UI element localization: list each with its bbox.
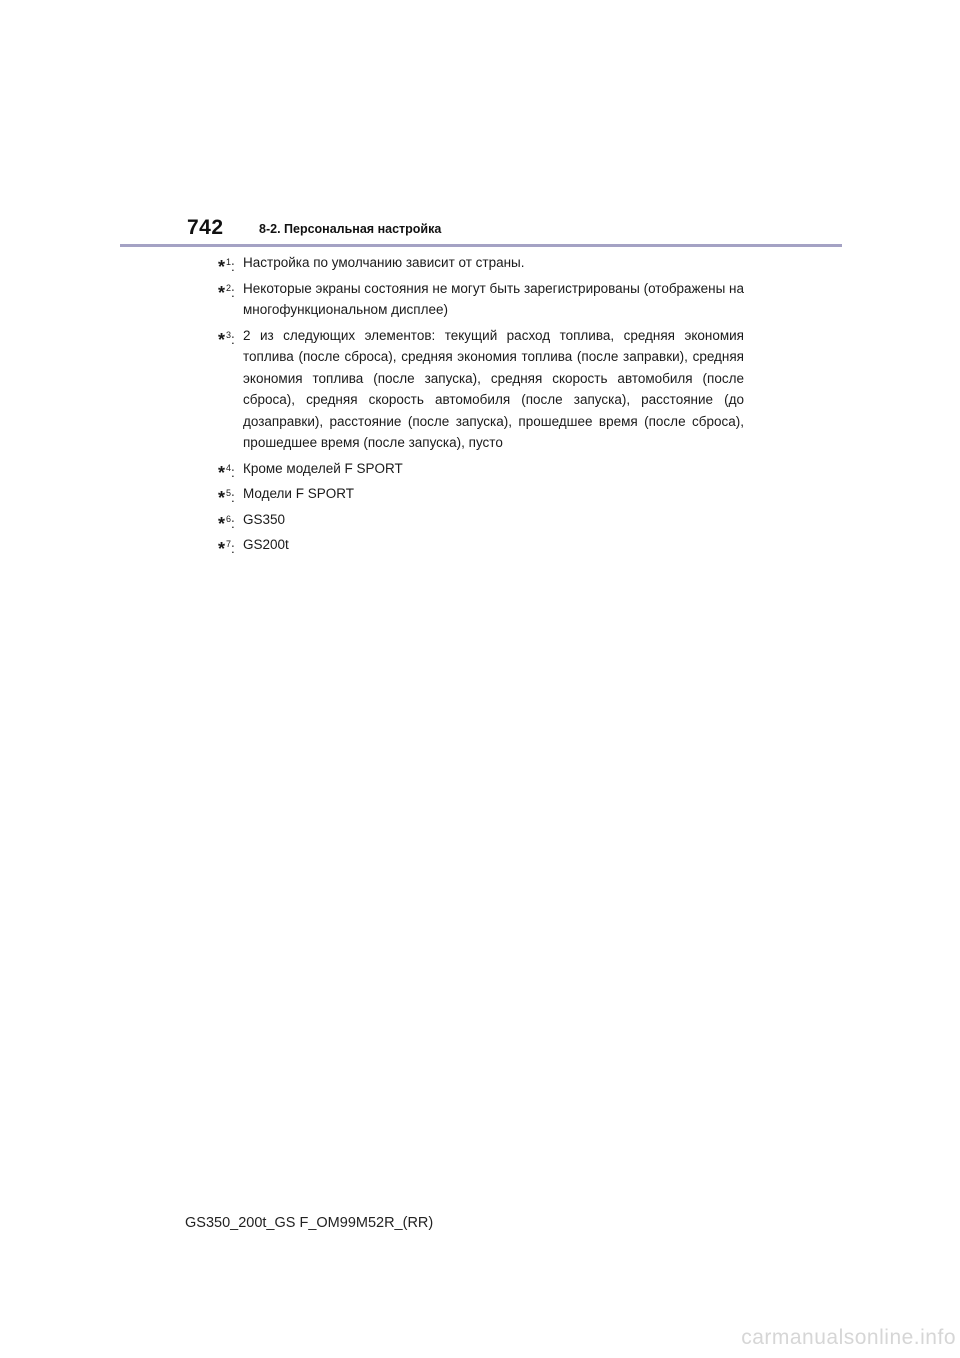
footnote-6 bbox=[218, 509, 744, 534]
section-title: 8-2. Персональная настройка bbox=[259, 222, 442, 236]
footnote-1 bbox=[218, 252, 744, 277]
document-code: GS350_200t_GS F_OM99M52R_(RR) bbox=[185, 1215, 434, 1231]
page-header bbox=[0, 0, 960, 250]
footnote-marker: *$^7$: bbox=[218, 539, 235, 559]
footnote-text: Настройка по умолчанию зависит от страны. bbox=[243, 255, 525, 270]
footnote-5 bbox=[218, 483, 744, 508]
page-number: 742 bbox=[187, 216, 224, 239]
footnote-text: Кроме моделей F SPORT bbox=[243, 460, 403, 476]
footnote-marker: *$^2$: bbox=[218, 282, 235, 303]
footnote-7 bbox=[218, 534, 744, 559]
footnote-list bbox=[218, 252, 744, 560]
footnote-text: Некоторые экраны состояния не могут быть зарегистрированы (отображены на многофункциональном дисплее) bbox=[243, 280, 744, 317]
footnote-4 bbox=[218, 458, 744, 483]
footnote-text: GS350 bbox=[243, 511, 286, 527]
footnote-3 bbox=[218, 325, 744, 454]
footnote-marker: *$^4$: bbox=[218, 462, 235, 483]
site-watermark: carmanualsonline.info bbox=[741, 1326, 956, 1349]
footnote-marker: *$^3$: bbox=[218, 329, 235, 350]
footnote-text: Модели F SPORT bbox=[243, 486, 354, 501]
footnote-text: 2 из следующих элементов: текущий расход топлива, средняя экономия топлива (после сброса), средняя экономия топлива (после заправки), средняя экономия топлива (после запуска), средняя скорость автомобиля (после сброса), средняя скорость автомобиля (после запуска), расстояние (до дозаправки), расстояние (после запуска), прошедшее время (после сброса), прошедшее время (после запуска), пусто bbox=[243, 327, 744, 450]
footnote-marker: *$^6$: bbox=[218, 513, 235, 534]
header-divider bbox=[120, 244, 842, 247]
footnote-marker: *$^5$: bbox=[218, 488, 235, 508]
footnote-2 bbox=[218, 278, 744, 321]
footnote-text: GS200t bbox=[243, 537, 289, 552]
footnote-marker: *$^1$: bbox=[218, 257, 235, 277]
